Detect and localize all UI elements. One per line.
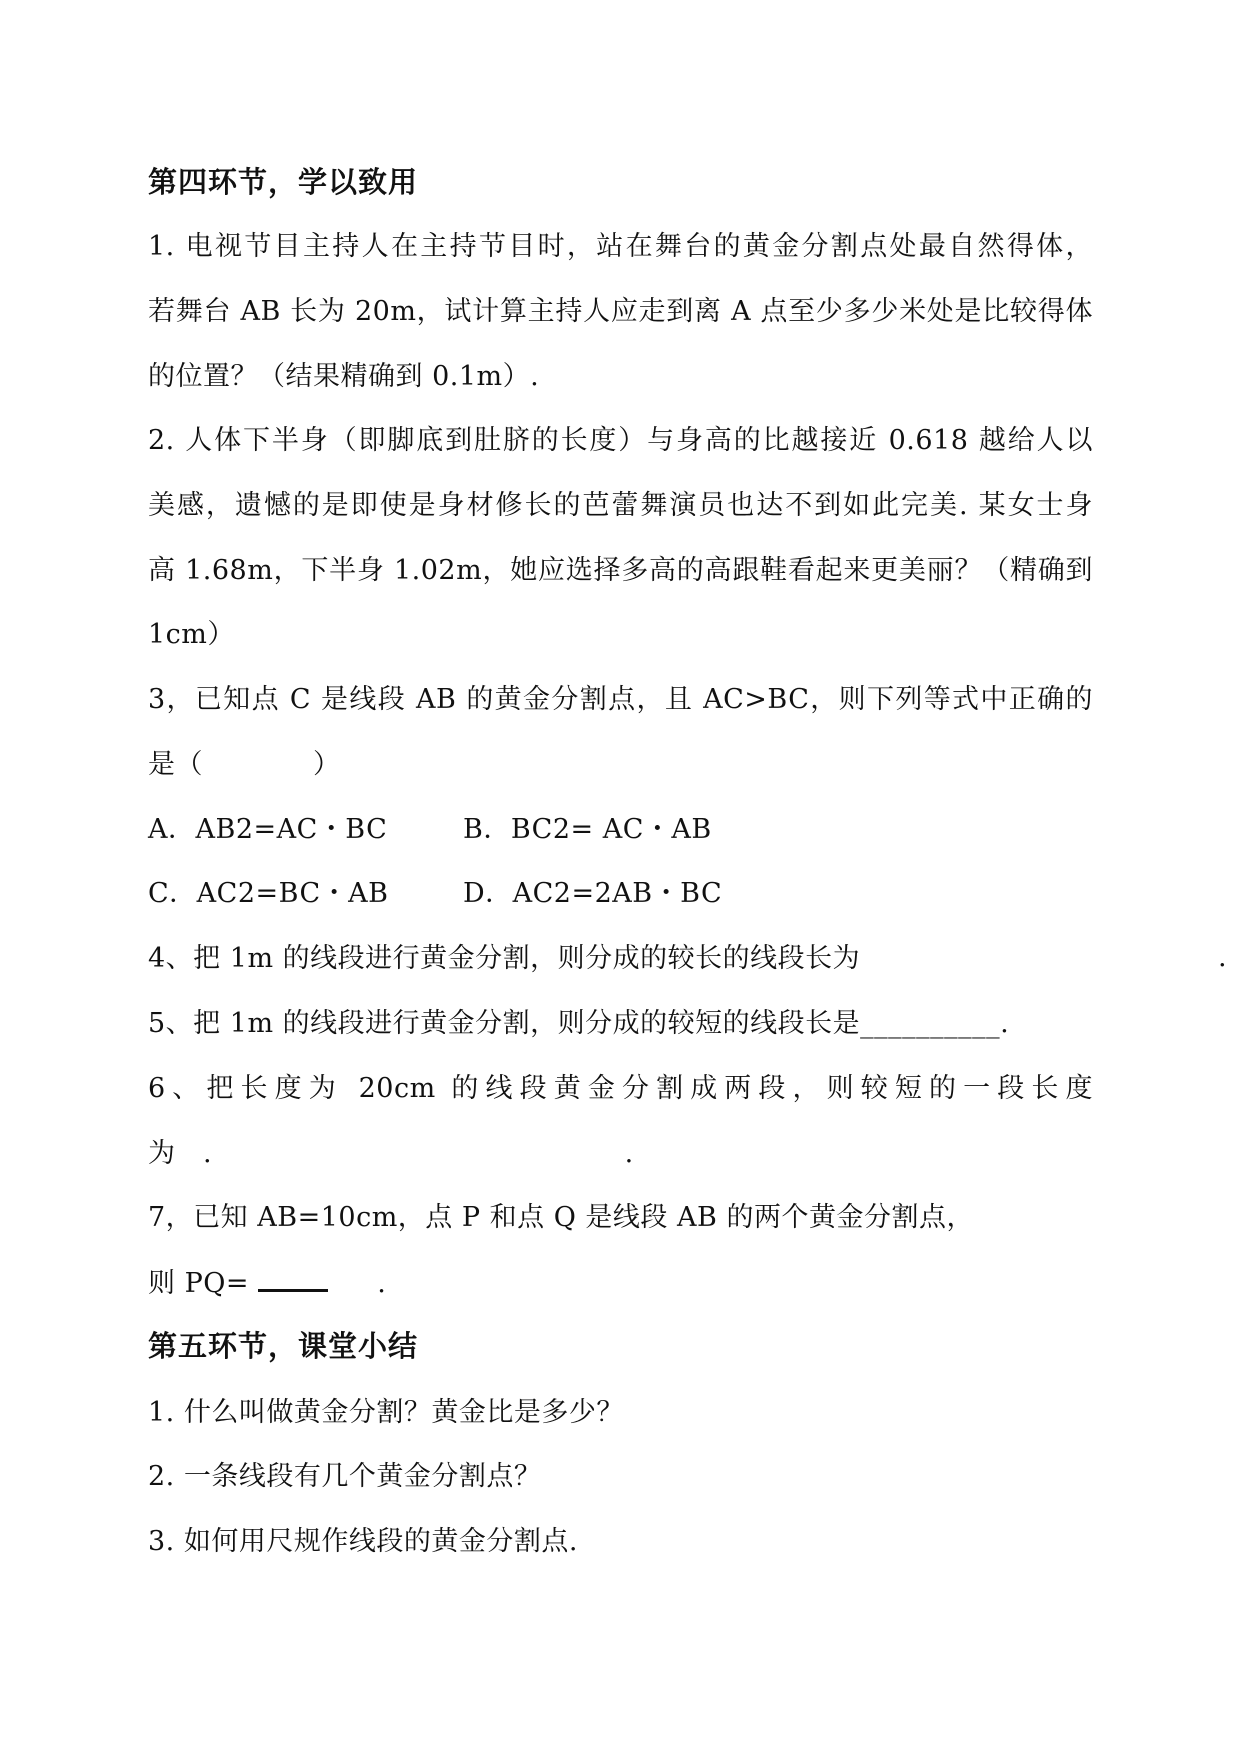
q7-line2 [148, 1265, 386, 1302]
q6-line1: 6、把长度为 20cm 的线段黄金分割成两段，则较短的一段长度 [148, 1073, 1093, 1104]
q7-answer-blank[interactable] [258, 1265, 328, 1292]
section4-title: 第四环节，学以致用 [148, 165, 419, 199]
q4-end-period: . [1218, 942, 1227, 973]
q2-line4: 1cm） [148, 619, 235, 650]
summary-item-2: 2. 一条线段有几个黄金分割点？ [148, 1461, 542, 1492]
q2-line1: 2. 人体下半身（即脚底到肚脐的长度）与身高的比越接近 0.618 越给人以 [148, 425, 1093, 456]
q2-line3: 高 1.68m，下半身 1.02m，她应选择多高的高跟鞋看起来更美丽？（精确到 [148, 555, 1093, 586]
q7-line1: 7，已知 AB=10cm，点 P 和点 Q 是线段 AB 的两个黄金分割点， [148, 1202, 974, 1233]
q3-line2: 是（ ） [148, 749, 341, 780]
summary-item-3: 3. 如何用尺规作线段的黄金分割点. [148, 1526, 578, 1557]
summary-item-1: 1. 什么叫做黄金分割？黄金比是多少？ [148, 1397, 624, 1428]
q2-line2: 美感，遗憾的是即使是身材修长的芭蕾舞演员也达不到如此完美. 某女士身 [148, 490, 1093, 521]
q7-prefix: 则 PQ= [148, 1268, 250, 1299]
q4-text: 4、把 1m 的线段进行黄金分割，则分成的较长的线段长为 [148, 943, 861, 974]
q1-line3: 的位置？（结果精确到 0.1m）. [148, 361, 540, 392]
q6-line2: 为 . . [148, 1138, 634, 1169]
q3-option-a: A．AB2=AC・BC [148, 814, 388, 845]
q1-line1: 1. 电视节目主持人在主持节目时，站在舞台的黄金分割点处最自然得体， [148, 231, 1093, 262]
q5-text: 5、把 1m 的线段进行黄金分割，则分成的较短的线段长是__________. [148, 1008, 1010, 1039]
q1-line2: 若舞台 AB 长为 20m，试计算主持人应走到离 A 点至少多少米处是比较得体 [148, 296, 1093, 327]
q3-line1: 3，已知点 C 是线段 AB 的黄金分割点，且 AC>BC，则下列等式中正确的 [148, 684, 1093, 715]
q3-option-c: C．AC2=BC・AB [148, 878, 389, 909]
q3-option-b: B．BC2= AC・AB [463, 814, 712, 845]
q3-option-d: D．AC2=2AB・BC [463, 878, 723, 909]
section5-title: 第五环节，课堂小结 [148, 1329, 419, 1363]
q3-options-row1 [148, 812, 712, 848]
q7-suffix: . [377, 1268, 387, 1299]
q3-options-row2 [148, 876, 722, 912]
